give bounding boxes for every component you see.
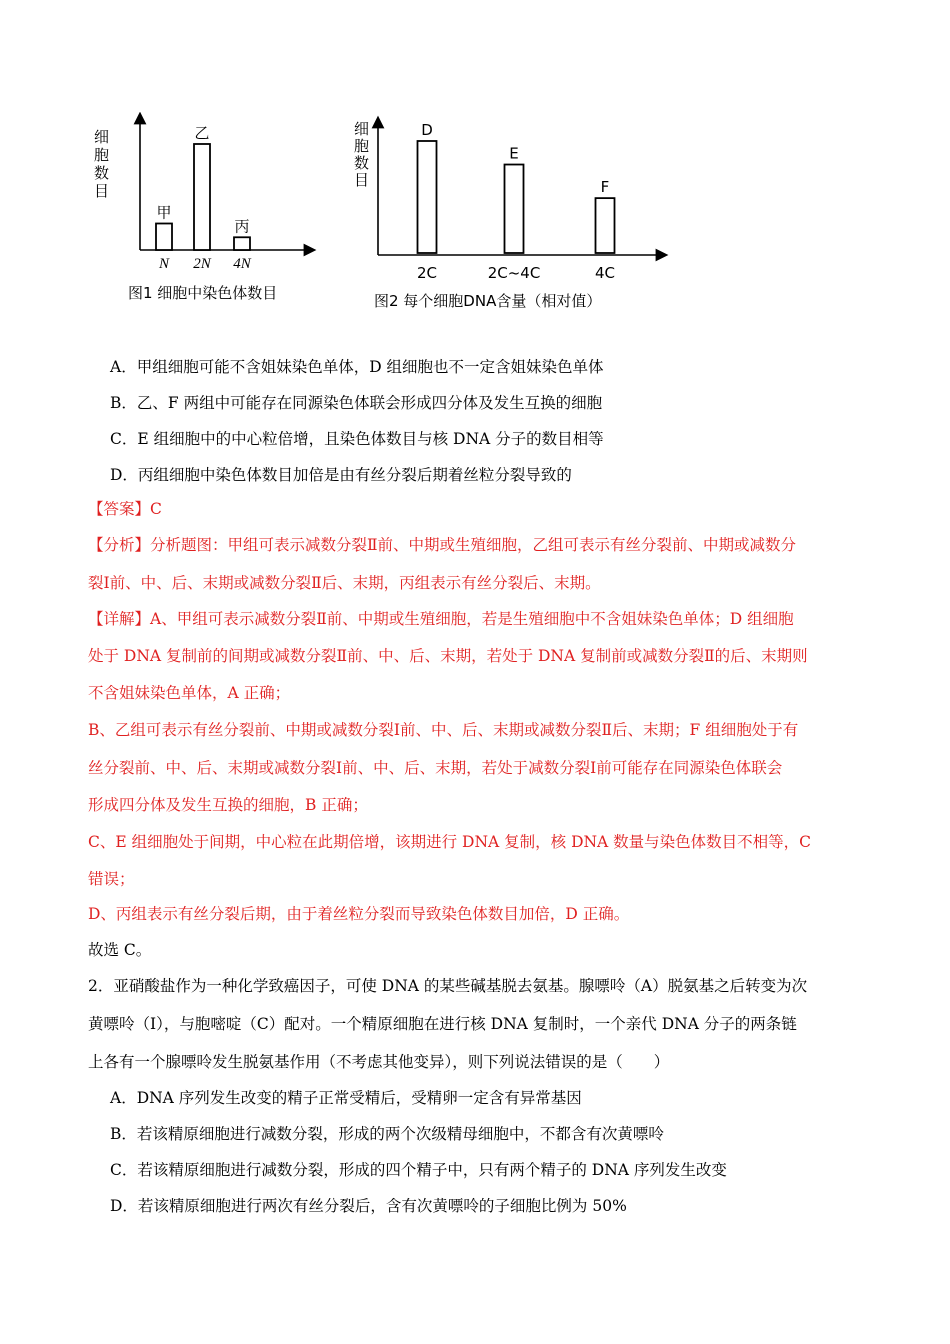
q2-option-d: D．若该精原细胞进行两次有丝分裂后，含有次黄嘌呤的子细胞比例为 50% (110, 1197, 627, 1215)
q1-option-c: C．E 组细胞中的中心粒倍增，且染色体数目与核 DNA 分子的数目相等 (110, 430, 604, 448)
detail-line-4: B、乙组可表示有丝分裂前、中期或减数分裂Ⅰ前、中、后、末期或减数分裂Ⅱ后、末期；F 组细胞处于有 (88, 721, 799, 739)
fig1-bar-label-0: 甲 (156, 203, 172, 222)
q2-option-c: C．若该精原细胞进行减数分裂，形成的四个精子中，只有两个精子的 DNA 序列发生改变 (110, 1161, 727, 1179)
detail-line-8: 错误； (88, 870, 135, 888)
figure-1 (88, 112, 328, 312)
fig2-bar-label-2: F (600, 178, 610, 197)
q1-option-d: D．丙组细胞中染色体数目加倍是由有丝分裂后期着丝粒分裂导致的 (110, 466, 572, 484)
detail-line-2: 处于 DNA 复制前的间期或减数分裂Ⅱ前、中、后、末期，若处于 DNA 复制前或减数分裂Ⅱ的后、末期则 (88, 647, 808, 665)
fig1-bar-label-1: 乙 (194, 124, 210, 142)
q2-stem-line-2: 黄嘌呤（Ⅰ），与胞嘧啶（C）配对。一个精原细胞在进行核 DNA 复制时，一个亲代 DNA 分子的两条链 (88, 1015, 797, 1033)
detail-line-7: C、E 组细胞处于间期，中心粒在此期倍增，该期进行 DNA 复制，核 DNA 数量与染色体数目不相等，C (88, 833, 812, 851)
fig1-bar-1 (194, 144, 210, 250)
figure-1-chart (88, 112, 328, 312)
fig2-caption: 图2 每个细胞DNA含量（相对值） (374, 292, 602, 310)
fig2-y-label: 细胞数目 (354, 120, 370, 189)
q2-option-b: B．若该精原细胞进行减数分裂，形成的两个次级精母细胞中，不都含有次黄嘌呤 (110, 1125, 664, 1143)
figure-2 (350, 112, 680, 322)
analysis-line-1: 【分析】分析题图：甲组可表示减数分裂Ⅱ前、中期或生殖细胞，乙组可表示有丝分裂前、中期或减数分 (88, 536, 797, 554)
fig1-tick-label-2: 4N (233, 256, 251, 272)
fig1-tick-label-1: 2N (193, 256, 211, 272)
fig1-tick-label-0: N (158, 256, 170, 272)
fig2-bar-1 (505, 165, 524, 253)
fig2-tick-label-0: 2C (416, 264, 438, 282)
detail-line-1: 【详解】A、甲组可表示减数分裂Ⅱ前、中期或生殖细胞，若是生殖细胞中不含姐妹染色单体；D 组细胞 (88, 610, 794, 628)
fig1-bar-label-2: 丙 (234, 217, 250, 236)
fig2-bar-label-0: D (421, 121, 433, 139)
q1-option-b: B．乙、F 两组中可能存在同源染色体联会形成四分体及发生互换的细胞 (110, 394, 603, 412)
analysis-line-2: 裂Ⅰ前、中、后、末期或减数分裂Ⅱ后、末期，丙组表示有丝分裂后、末期。 (88, 574, 601, 592)
q2-stem-line-1: 2．亚硝酸盐作为一种化学致癌因子，可使 DNA 的某些碱基脱去氨基。腺嘌呤（A）脱氨基之后转变为次 (88, 977, 808, 995)
fig1-y-label: 细胞数目 (94, 128, 110, 200)
fig2-tick-label-1: 2C~4C (487, 264, 541, 282)
detail-line-3: 不含姐妹染色单体，A 正确； (88, 684, 291, 702)
fig2-tick-label-2: 4C (594, 264, 616, 282)
fig2-bar-2 (596, 198, 615, 253)
fig2-bar-label-1: E (509, 144, 519, 163)
answer: 【答案】C (88, 500, 162, 518)
fig1-caption: 图1 细胞中染色体数目 (128, 284, 278, 302)
q1-option-a: A．甲组细胞可能不含姐妹染色单体，D 组细胞也不一定含姐妹染色单体 (110, 358, 604, 376)
fig1-bar-2 (234, 237, 250, 250)
detail-line-6: 形成四分体及发生互换的细胞，B 正确； (88, 796, 368, 814)
detail-line-5: 丝分裂前、中、后、末期或减数分裂Ⅰ前、中、后、末期，若处于减数分裂Ⅰ前可能存在同源染色体联会 (88, 759, 783, 777)
q2-option-a: A．DNA 序列发生改变的精子正常受精后，受精卵一定含有异常基因 (110, 1089, 582, 1107)
q2-stem-line-3: 上各有一个腺嘌呤发生脱氨基作用（不考虑其他变异），则下列说法错误的是（ ） (88, 1053, 670, 1071)
conclusion: 故选 C。 (88, 941, 152, 959)
figure-2-chart (350, 112, 680, 322)
detail-line-9: D、丙组表示有丝分裂后期，由于着丝粒分裂而导致染色体数目加倍，D 正确。 (88, 905, 630, 923)
fig1-bar-0 (156, 224, 172, 251)
fig2-bar-0 (418, 141, 437, 253)
